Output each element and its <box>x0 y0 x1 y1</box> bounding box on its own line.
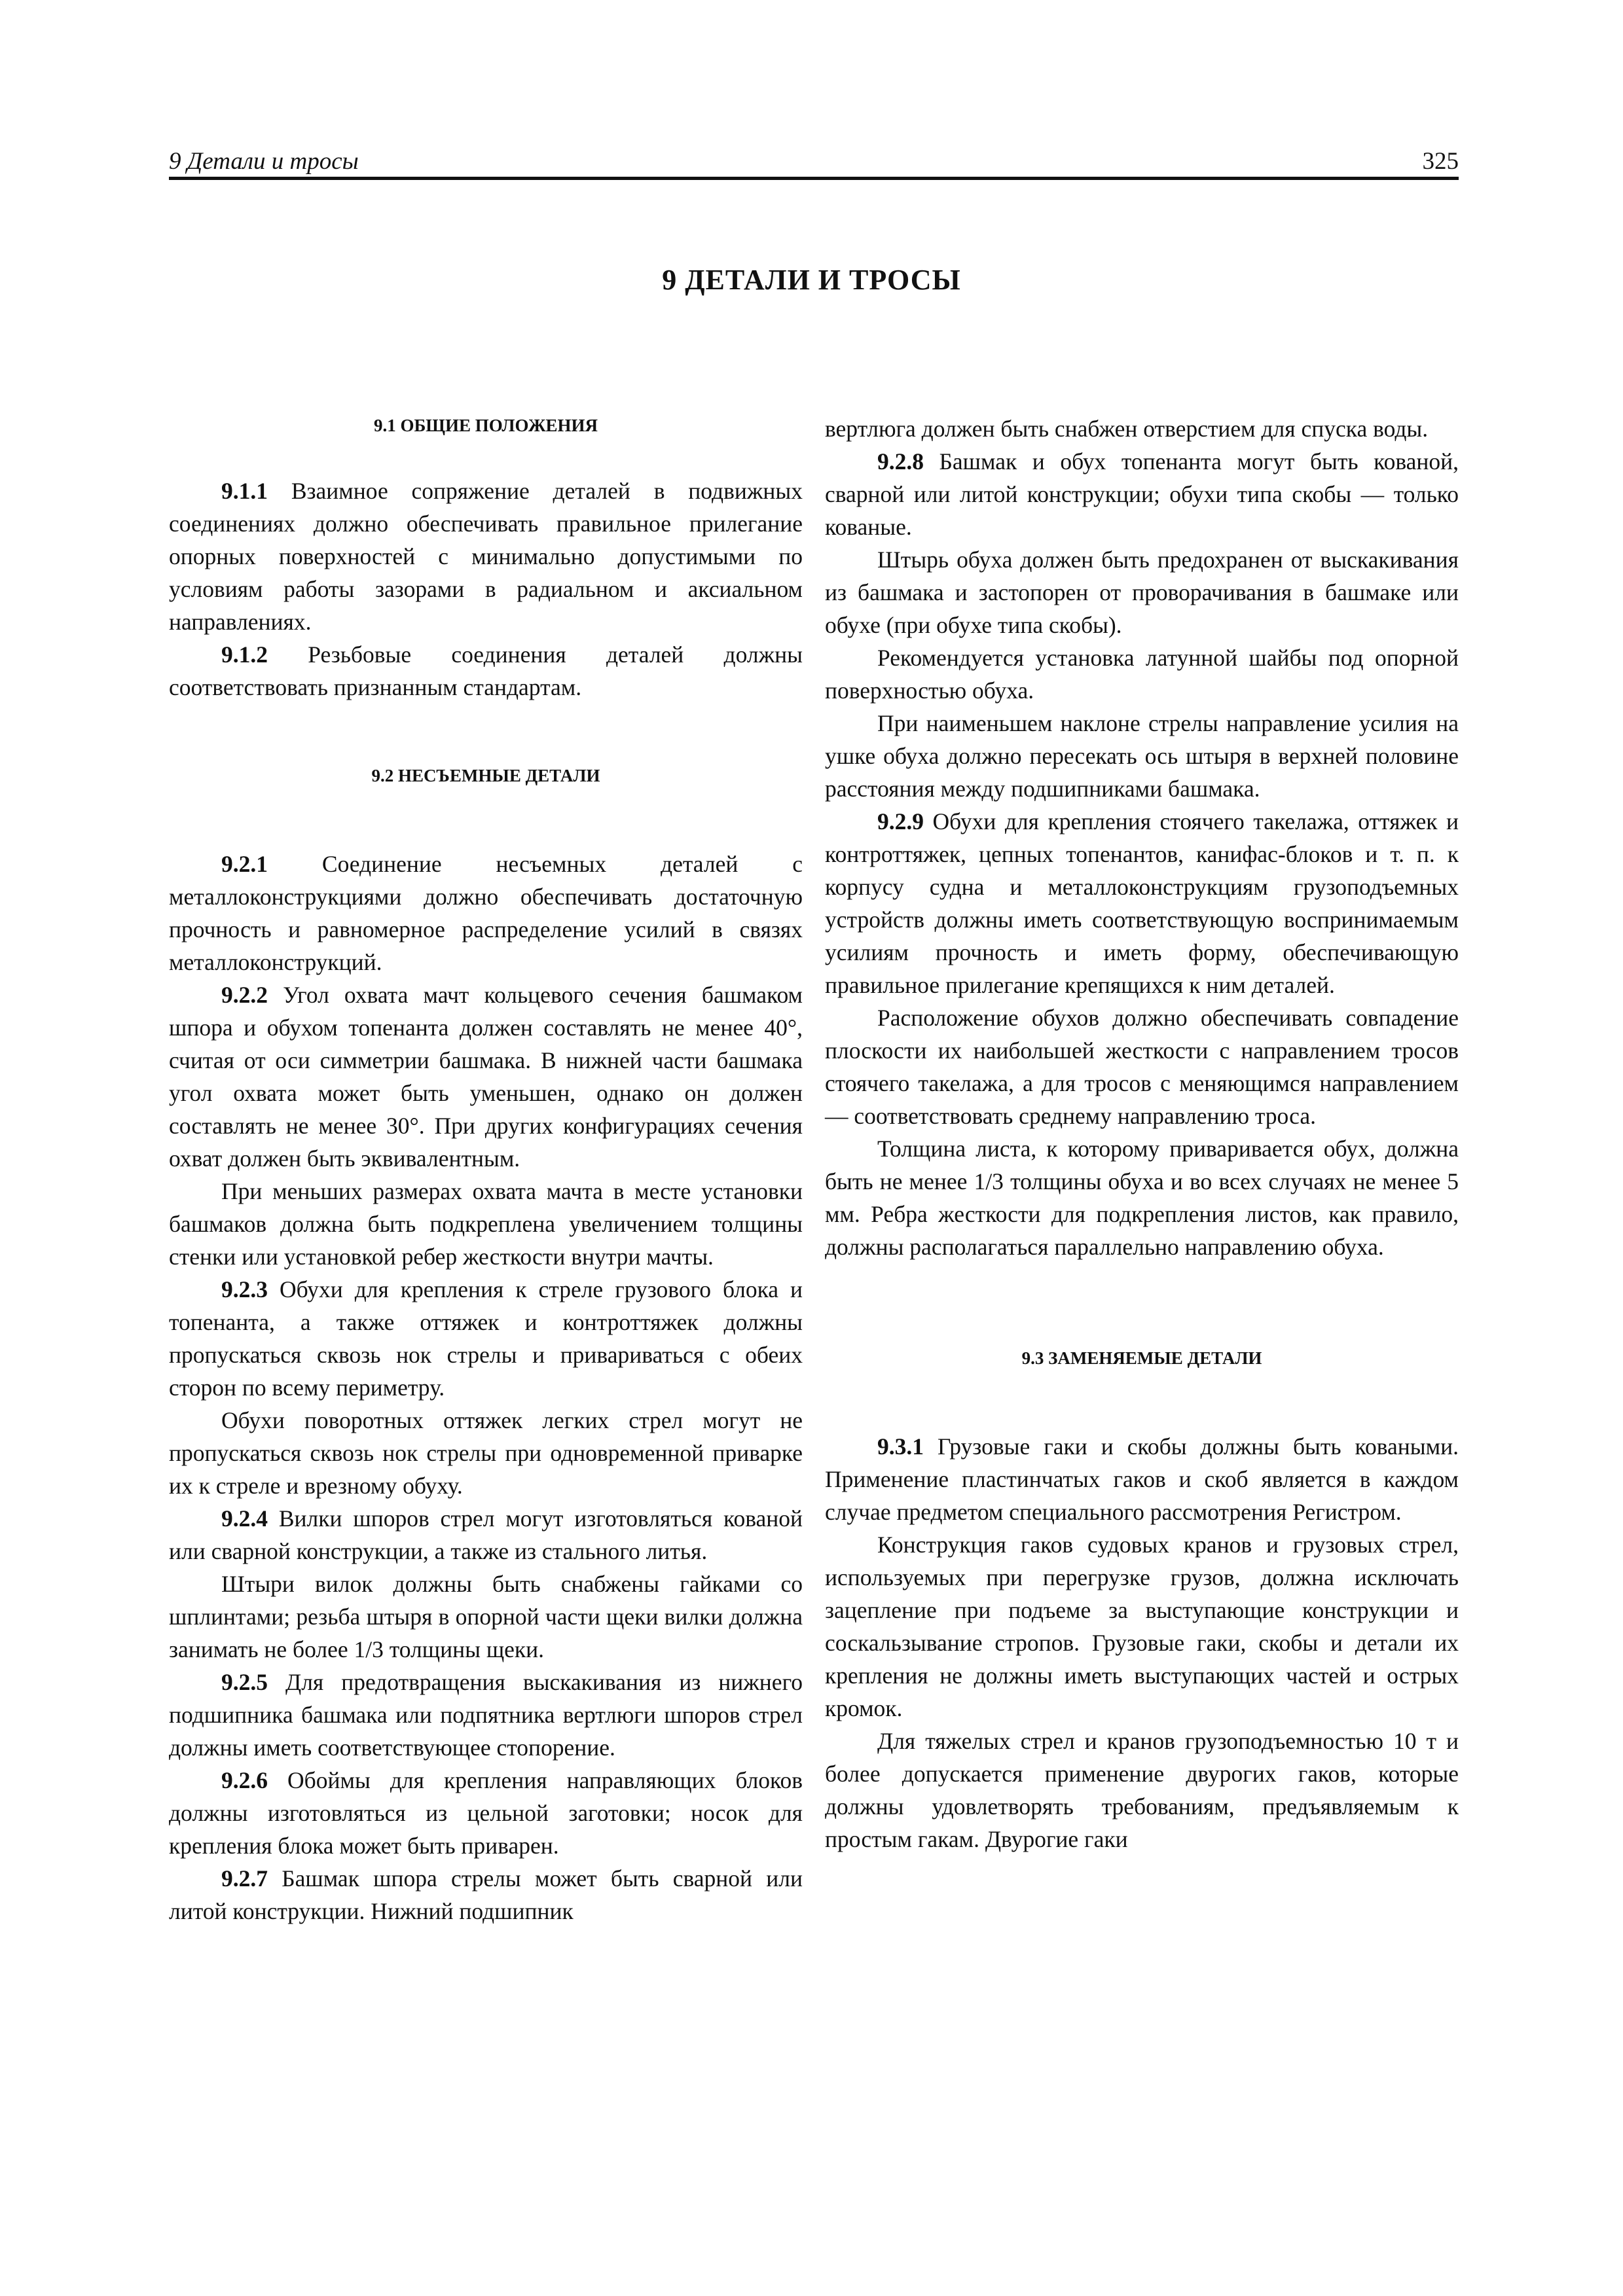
clause-number: 9.2.6 <box>221 1767 268 1793</box>
running-header <box>169 147 1459 179</box>
paragraph-continued: вертлюга должен быть снабжен отверстием для спуска воды. <box>825 416 1429 442</box>
left-column <box>169 412 803 1928</box>
paragraph-text: Угол охвата мачт кольцевого сечения башмаком шпора и обухом топенанта должен составлять не менее 40°, считая от оси симметрии башмака. В нижней части башмака угол охвата может быть уменьшен, однако он должен составлять не менее 30°. При других конфигурациях сечения охват должен быть эквивалентным. <box>169 982 803 1172</box>
paragraph: Обухи поворотных оттяжек легких стрел могут не пропускаться сквозь нок стрелы при одновременной приварке их к стреле и врезному обуху. <box>169 1407 803 1499</box>
clause-number: 9.3.1 <box>877 1433 924 1460</box>
spacer <box>169 439 803 475</box>
paragraph-9-1-1 <box>169 475 803 638</box>
paragraph-9-2-2 <box>169 978 803 1175</box>
clause-number: 9.2.8 <box>877 448 924 475</box>
paragraph-9-2-7 <box>169 1862 803 1928</box>
paragraph: Штыри вилок должны быть снабжены гайками со шплинтами; резьба штыря в опорной части щеки вилки должна занимать не более 1/3 толщины щеки. <box>169 1571 803 1662</box>
paragraph-9-2-5 <box>169 1666 803 1764</box>
paragraph: Рекомендуется установка латунной шайбы под опорной поверхностью обуха. <box>825 645 1459 704</box>
paragraph-9-3-1 <box>825 1430 1459 1528</box>
spacer <box>825 1263 1459 1345</box>
clause-number: 9.2.5 <box>221 1669 268 1695</box>
paragraph-text: Башмак и обух топенанта могут быть кованой, сварной или литой конструкции; обухи типа скобы — только кованые. <box>825 448 1459 540</box>
clause-number: 9.1.1 <box>221 478 268 504</box>
clause-number: 9.1.2 <box>221 641 268 668</box>
header-rule <box>169 177 1459 180</box>
paragraph-text: Вилки шпоров стрел могут изготовляться кованой или сварной конструкции, а также из стального литья. <box>169 1505 803 1564</box>
spacer <box>169 704 803 762</box>
clause-number: 9.2.4 <box>221 1505 268 1532</box>
paragraph-9-1-2 <box>169 638 803 704</box>
clause-number: 9.2.7 <box>221 1865 268 1892</box>
paragraph-text: Для предотвращения выскакивания из нижнего подшипника башмака или подпятника вертлюги шпоров стрел должны иметь соответствующее стопорение. <box>169 1669 803 1761</box>
paragraph: Толщина листа, к которому приваривается обух, должна быть не менее 1/3 толщины обуха и во всех случаях не менее 5 мм. Ребра жесткости для подкрепления листов, как правило, должны располагаться параллельно направлению обуха. <box>825 1136 1459 1260</box>
paragraph-9-2-3 <box>169 1273 803 1404</box>
paragraph-text: Грузовые гаки и скобы должны быть коваными. Применение пластинчатых гаков и скоб является в каждом случае предметом специального рассмотрения Регистром. <box>825 1433 1459 1525</box>
clause-number: 9.2.2 <box>221 982 268 1008</box>
paragraph-9-2-9 <box>825 805 1459 1001</box>
paragraph-text: Башмак шпора стрелы может быть сварной или литой конструкции. Нижний подшипник <box>169 1865 803 1924</box>
paragraph-text: Обухи для крепления к стреле грузового блока и топенанта, а также оттяжек и контроттяжек должны пропускаться сквозь нок стрелы и привариваться с обеих сторон по всему периметру. <box>169 1276 803 1401</box>
spacer <box>825 1371 1459 1430</box>
paragraph-text: Резьбовые соединения деталей должны соответствовать признанным стандартам. <box>169 641 803 700</box>
paragraph-9-2-6 <box>169 1764 803 1862</box>
section-heading-9-1: 9.1 ОБЩИЕ ПОЛОЖЕНИЯ <box>373 416 598 435</box>
paragraph-text: Соединение несъемных деталей с металлоконструкциями должно обеспечивать достаточную прочность и равномерное распределение усилий в связях металлоконструкций. <box>169 851 803 975</box>
clause-number: 9.2.1 <box>221 851 268 877</box>
chapter-title: 9 ДЕТАЛИ И ТРОСЫ <box>662 264 961 296</box>
clause-number: 9.2.3 <box>221 1276 268 1302</box>
paragraph-text: Обухи для крепления стоячего такелажа, оттяжек и контроттяжек, цепных топенантов, канифас-блоков и т. п. к корпусу судна и металлоконструкциям грузоподъемных устройств должны иметь соответствующую воспринимаемым усилиям прочность и иметь форму, обеспечивающую правильное прилегание крепящихся к ним деталей. <box>825 808 1459 998</box>
section-heading-9-2: 9.2 НЕСЪЕМНЫЕ ДЕТАЛИ <box>371 766 600 785</box>
paragraph-text: Обоймы для крепления направляющих блоков должны изготовляться из цельной заготовки; носок для крепления блока может быть приварен. <box>169 1767 803 1859</box>
right-column <box>825 412 1459 1856</box>
running-title: 9 Детали и тросы <box>169 148 359 175</box>
paragraph-9-2-4 <box>169 1502 803 1568</box>
clause-number: 9.2.9 <box>877 808 924 834</box>
section-heading-9-3: 9.3 ЗАМЕНЯЕМЫЕ ДЕТАЛИ <box>1021 1348 1262 1368</box>
paragraph-text: Взаимное сопряжение деталей в подвижных соединениях должно обеспечивать правильное прилегание опорных поверхностей с минимально допустимыми по условиям работы зазорами в радиальном и аксиальном направлениях. <box>169 478 803 635</box>
paragraph: Конструкция гаков судовых кранов и грузовых стрел, используемых при перегрузке грузов, должна исключать зацепление при подъеме за выступающие конструкции и соскальзывание стропов. Грузовые гаки, скобы и детали их крепления не должны иметь выступающих частей и острых кромок. <box>825 1532 1459 1721</box>
spacer <box>169 789 803 848</box>
paragraph-9-2-8 <box>825 445 1459 543</box>
page-number: 325 <box>1422 148 1459 175</box>
paragraph: Расположение обухов должно обеспечивать совпадение плоскости их наибольшей жесткости с направлением тросов стоячего такелажа, а для тросов с меняющимся направлением — соответствовать среднему направлению троса. <box>825 1005 1459 1129</box>
paragraph: При наименьшем наклоне стрелы направление усилия на ушке обуха должно пересекать ось штыря в верхней половине расстояния между подшипниками башмака. <box>825 710 1459 802</box>
paragraph: Штырь обуха должен быть предохранен от выскакивания из башмака и застопорен от проворачивания в башмаке или обухе (при обухе типа скобы). <box>825 547 1459 638</box>
paragraph: Для тяжелых стрел и кранов грузоподъемностью 10 т и более допускается применение двурогих гаков, которые должны удовлетворять требованиям, предъявляемым к простым гакам. Двурогие гаки <box>825 1728 1459 1852</box>
paragraph: При меньших размерах охвата мачта в месте установки башмаков должна быть подкреплена увеличением толщины стенки или установкой ребер жесткости внутри мачты. <box>169 1178 803 1270</box>
paragraph-9-2-1 <box>169 848 803 978</box>
